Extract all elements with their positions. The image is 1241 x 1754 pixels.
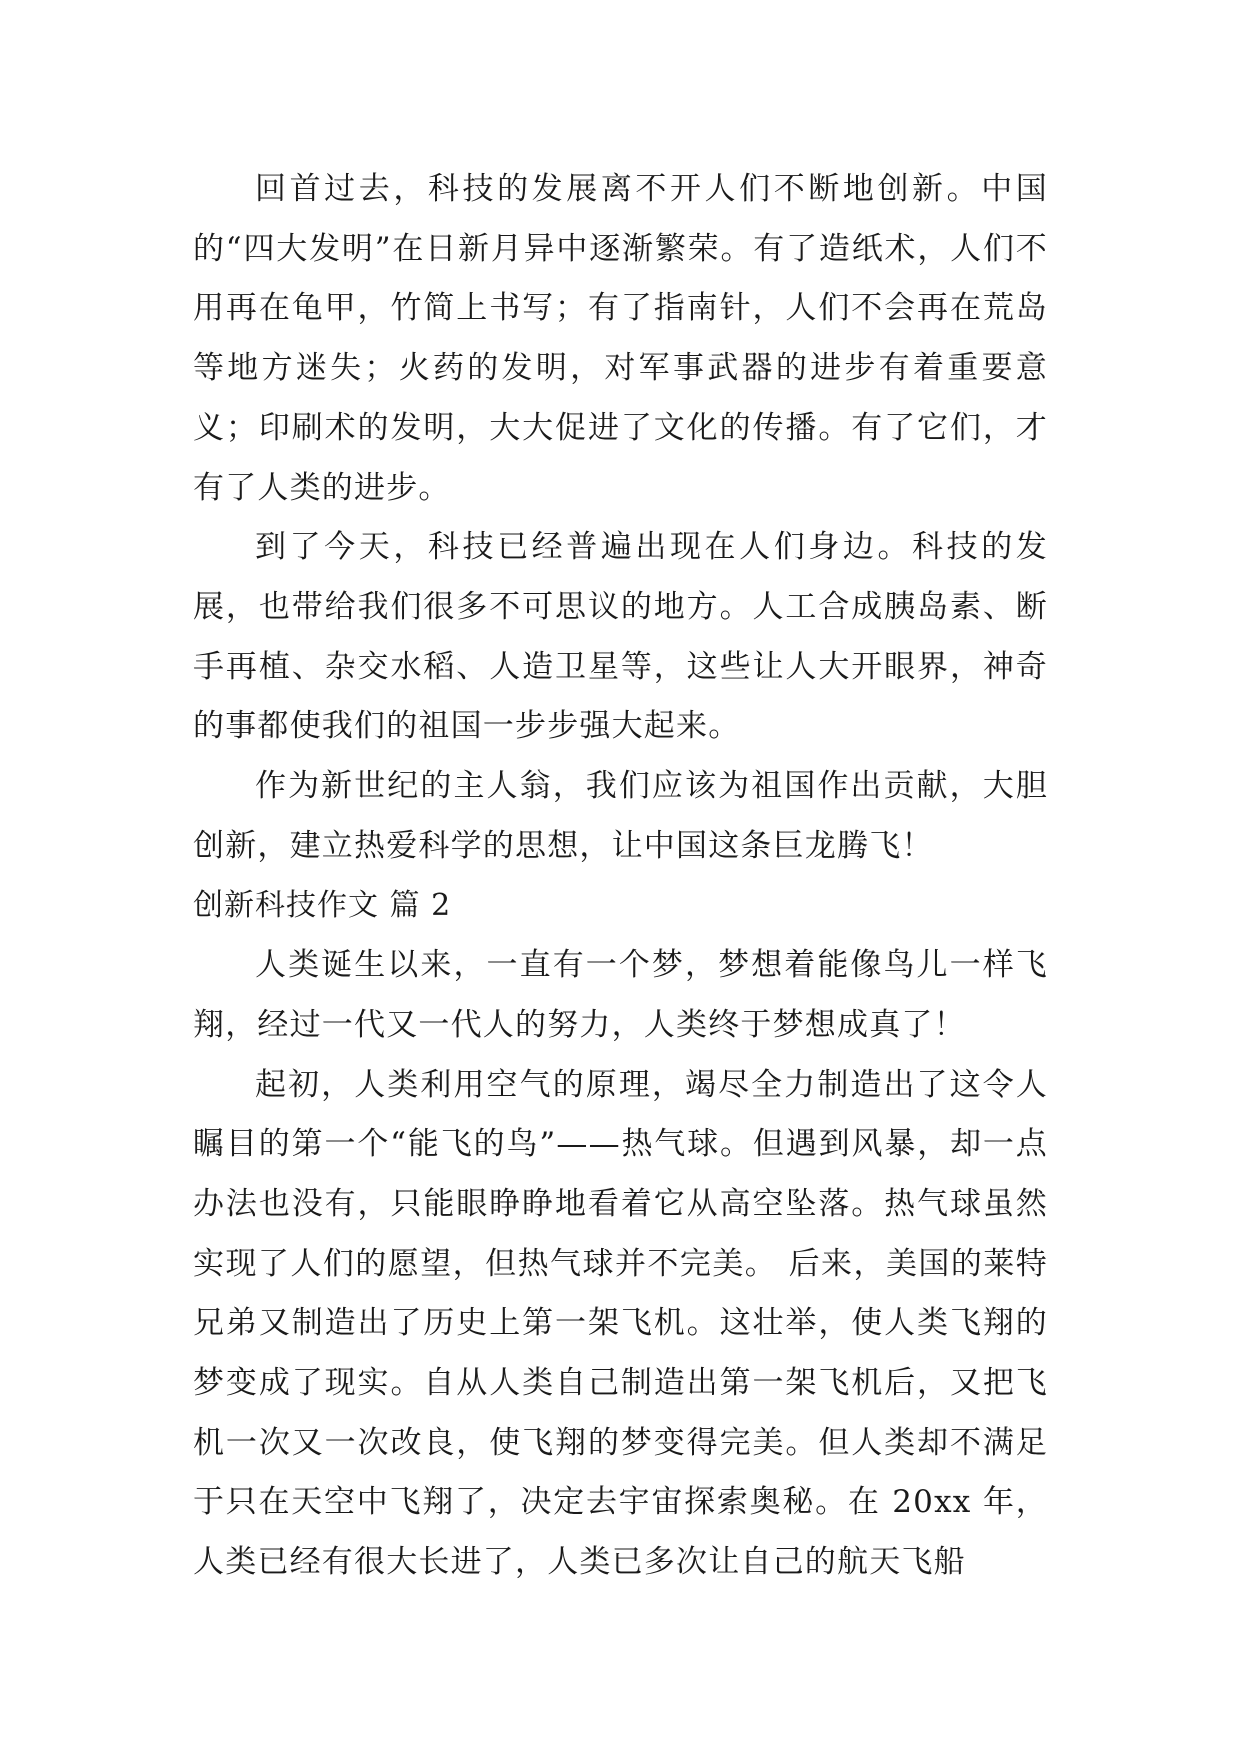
paragraph-modern-tech: 到了今天，科技已经普遍出现在人们身边。科技的发展，也带给我们很多不可思议的地方。人工合成胰岛素、断手再植、杂交水稻、人造卫星等，这些让人大开眼界，神奇的事都使我们的祖国一步步强大起来。 <box>193 529 1048 745</box>
section-heading: 创新科技作文 篇 2 <box>193 888 452 924</box>
paragraph-conclusion: 作为新世纪的主人翁，我们应该为祖国作出贡献，大胆创新，建立热爱科学的思想，让中国这条巨龙腾飞！ <box>193 768 1048 864</box>
paragraph-dream-of-flight: 人类诞生以来，一直有一个梦，梦想着能像鸟儿一样飞翔，经过一代又一代人的努力，人类终于梦想成真了！ <box>193 947 1048 1043</box>
paragraph-inventions: 回首过去，科技的发展离不开人们不断地创新。中国的“四大发明”在日新月异中逐渐繁荣。有了造纸术，人们不用再在龟甲，竹简上书写；有了指南针，人们不会再在荒岛等地方迷失；火药的发明，对军事武器的进步有着重要意义；印刷术的发明，大大促进了文化的传播。有了它们，才有了人类的进步。 <box>193 171 1048 506</box>
document-body <box>193 160 1048 1593</box>
paragraph-flight-history: 起初，人类利用空气的原理，竭尽全力制造出了这令人瞩目的第一个“能飞的鸟”——热气球。但遇到风暴，却一点办法也没有，只能眼睁睁地看着它从高空坠落。热气球虽然实现了人们的愿望，但热气球并不完美。 后来，美国的莱特兄弟又制造出了历史上第一架飞机。这壮举，使人类飞翔的梦变成了现实。自从人类自己制造出第一架飞机后，又把飞机一次又一次改良，使飞翔的梦变得完美。但人类却不满足于只在天空中飞翔了，决定去宇宙探索奥秘。在 20xx 年，人类已经有很大长进了，人类已多次让自己的航天飞船 <box>193 1066 1048 1581</box>
